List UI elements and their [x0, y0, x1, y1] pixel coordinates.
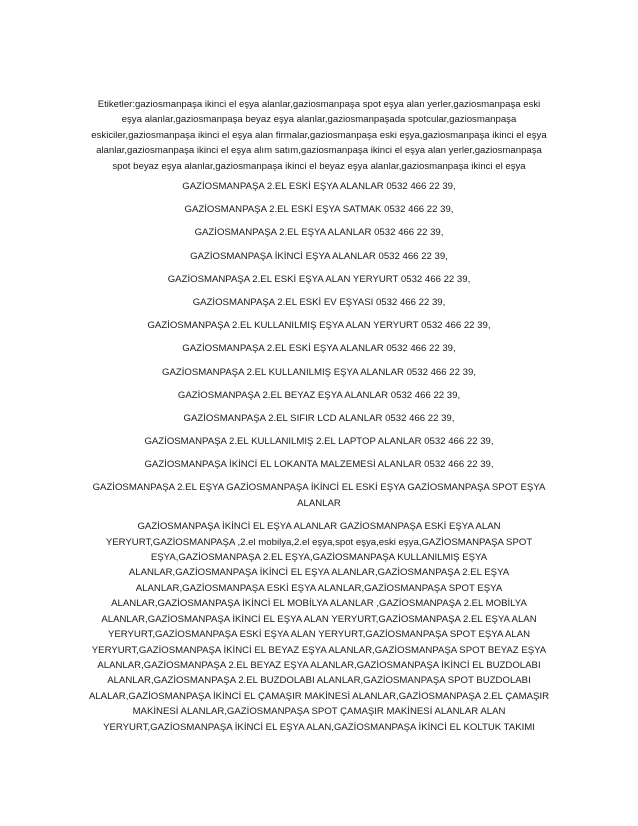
ad-line: GAZİOSMANPAŞA 2.EL ESKİ EŞYA SATMAK 0532 466 22 39, — [184, 204, 454, 216]
document-page — [88, 97, 550, 735]
tags-paragraph: Etiketler:gaziosmanpaşa ikinci el eşya alanlar,gaziosmanpaşa spot eşya alan yerler,gaziosmanpaşa eski eşya alanlar,gaziosmanpaşa beyaz eşya alanlar,gaziosmanpaşada spotcular,gaziosmanpaşa eskiciler,gaziosmanpaşa ikinci el eşya alan firmalar,gaziosmanpaşa eski eşya,gaziosmanpaşa ikinci el eşya alanlar,gaziosmanpaşa ikinci el eşya alım satım,gaziosmanpaşa ikinci el eşya alan yerler,gaziosmanpaşa spot beyaz eşya alanlar,gaziosmanpaşa ikinci el beyaz eşya alanlar,gaziosmanpaşa ikinci el eşya — [91, 99, 547, 172]
ad-line: GAZİOSMANPAŞA 2.EL ESKİ EŞYA ALAN YERYURT 0532 466 22 39, — [167, 273, 471, 285]
ad-line: GAZİOSMANPAŞA 2.EL EŞYA ALANLAR 0532 466 22 39, — [194, 227, 444, 239]
ad-line: GAZİOSMANPAŞA İKİNCİ EŞYA ALANLAR 0532 466 22 39, — [190, 250, 448, 262]
ad-line: GAZİOSMANPAŞA 2.EL ESKİ EŞYA ALANLAR 0532 466 22 39, — [182, 343, 456, 355]
ad-line: GAZİOSMANPAŞA 2.EL KULLANILMIŞ 2.EL LAPTOP ALANLAR 0532 466 22 39, — [144, 436, 494, 448]
ad-line: GAZİOSMANPAŞA 2.EL ESKİ EŞYA ALANLAR 0532 466 22 39, — [182, 181, 456, 193]
ad-wrap-line: GAZİOSMANPAŞA 2.EL EŞYA GAZİOSMANPAŞA İKİNCİ EL ESKİ EŞYA GAZİOSMANPAŞA SPOT EŞYA ALANLAR — [92, 482, 546, 509]
body-paragraph: GAZİOSMANPAŞA İKİNCİ EL EŞYA ALANLAR GAZİOSMANPAŞA ESKİ EŞYA ALAN YERYURT,GAZİOSMANPAŞA ,2.el mobilya,2.el eşya,spot eşya,eski eşya,GAZİOSMANPAŞA SPOT EŞYA,GAZİOSMANPAŞA 2.EL EŞYA,GAZİOSMANPAŞA KULLANILMIŞ EŞYA ALANLAR,GAZİOSMANPAŞA İKİNCİ EL EŞYA ALANLAR,GAZİOSMANPAŞA 2.EL EŞYA ALANLAR,GAZİOSMANPAŞA ESKİ EŞYA ALANLAR,GAZİOSMANPAŞA SPOT EŞYA ALANLAR,GAZİOSMANPAŞA İKİNCİ EL MOBİLYA ALANLAR ,GAZİOSMANPAŞA 2.EL MOBİLYA ALANLAR,GAZİOSMANPAŞA İKİNCİ EL EŞYA ALAN YERYURT,GAZİOSMANPAŞA 2.EL EŞYA ALAN YERYURT,GAZİOSMANPAŞA ESKİ EŞYA ALAN YERYURT,GAZİOSMANPAŞA SPOT EŞYA ALAN YERYURT,GAZİOSMANPAŞA İKİNCİ EL BEYAZ EŞYA ALANLAR,GAZİOSMANPAŞA SPOT BEYAZ EŞYA ALANLAR,GAZİOSMANPAŞA 2.EL BEYAZ EŞYA ALANLAR,GAZİOSMANPAŞA İKİNCİ EL BUZDOLABI ALANLAR,GAZİOSMANPAŞA 2.EL BUZDOLABI ALANLAR,GAZİOSMANPAŞA SPOT BUZDOLABI ALALAR,GAZİOSMANPAŞA İKİNCİ EL ÇAMAŞIR MAKİNESİ ALANLAR,GAZİOSMANPAŞA 2.EL ÇAMAŞIR MAKİNESİ ALANLAR,GAZİOSMANPAŞA SPOT ÇAMAŞIR MAKİNESİ ALANLAR ALAN YERYURT,GAZİOSMANPAŞA İKİNCİ EL EŞYA ALAN,GAZİOSMANPAŞA İKİNCİ EL KOLTUK TAKIMI — [88, 521, 550, 733]
ad-line: GAZİOSMANPAŞA 2.EL BEYAZ EŞYA ALANLAR 0532 466 22 39, — [177, 389, 461, 401]
ad-line: GAZİOSMANPAŞA 2.EL ESKİ EV EŞYASI 0532 466 22 39, — [192, 296, 446, 308]
ad-line: GAZİOSMANPAŞA 2.EL SIFIR LCD ALANLAR 0532 466 22 39, — [183, 412, 455, 424]
ad-line: GAZİOSMANPAŞA İKİNCİ EL LOKANTA MALZEMESİ ALANLAR 0532 466 22 39, — [144, 459, 494, 471]
ad-line: GAZİOSMANPAŞA 2.EL KULLANILMIŞ EŞYA ALANLAR 0532 466 22 39, — [162, 366, 476, 378]
ad-line: GAZİOSMANPAŞA 2.EL KULLANILMIŞ EŞYA ALAN YERYURT 0532 466 22 39, — [147, 320, 491, 332]
